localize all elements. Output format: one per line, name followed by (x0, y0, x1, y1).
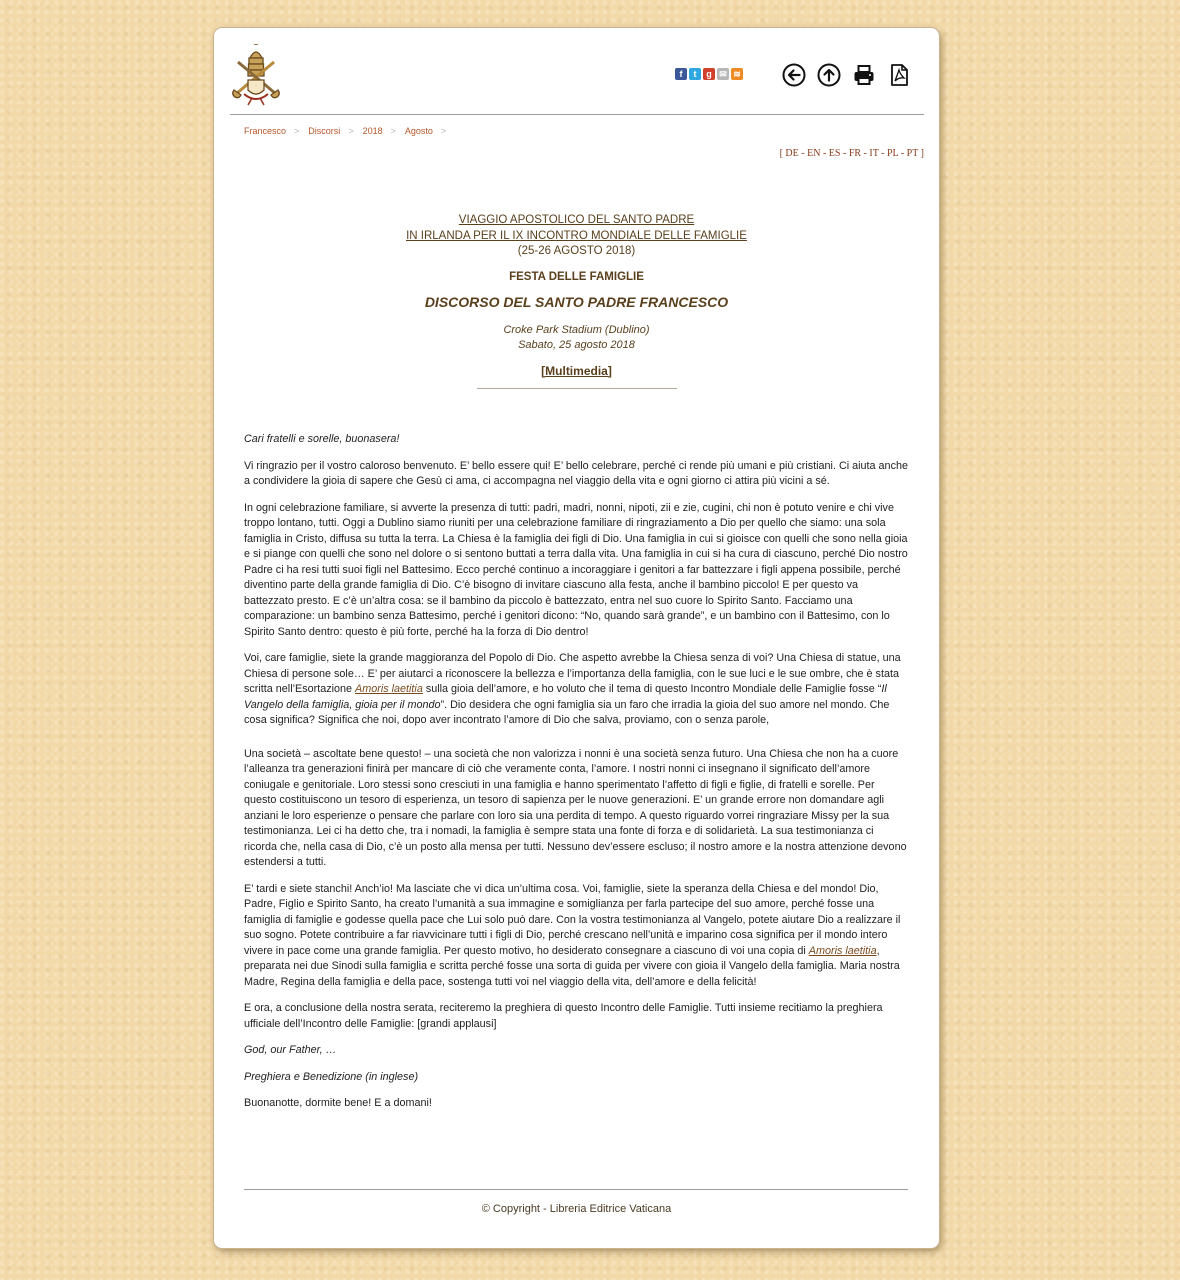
pdf-icon[interactable] (887, 63, 911, 87)
breadcrumb-item-francesco[interactable]: Francesco (244, 126, 287, 136)
language-es[interactable]: ES (828, 148, 841, 159)
paragraph-3 (244, 651, 909, 729)
breadcrumb-item-agosto[interactable]: Agosto (404, 126, 433, 136)
closing-line: Buonanotte, dormite bene! E a domani! (244, 1097, 432, 1109)
language-bracket-open: [ (779, 148, 783, 159)
twitter-icon[interactable]: t (689, 68, 701, 80)
copyright-notice: © Copyright - Libreria Editrice Vaticana (481, 1203, 672, 1215)
title-divider (477, 388, 677, 389)
paragraph-5-text: E’ tardi e siete stanchi! Anch’io! Ma lasciate che vi dica un’ultima cosa. Voi, famiglie, siete la speranza della Chiesa e del mondo! Dio, Padre, Figlio e Spirito Santo, ha creato l’umanità a sua immagine e somiglianza per farla partecipe del suo amore, perché fosse una famiglia di famiglie e godesse quella pace che Lui solo può dare. Con la vostra testimonianza al Vangelo, potete aiutare Dio a realizzare il suo sogno. Potete contribuire a far riavvicinare tutti i figli di Dio, perché crescano nell’unità e imparino cosa significa per il mondo intero vivere in pace come una grande famiglia. Per questo motivo, ho desiderato consegnare a ciascuno di voi una copia di (244, 882, 901, 957)
prayer-line: God, our Father, … (244, 1044, 337, 1056)
multimedia-link[interactable]: [Multimedia] (541, 363, 612, 378)
language-selector: [ DE - EN - ES - FR - IT - PL - PT ] (779, 148, 924, 159)
language-bracket-close: ] (920, 148, 924, 159)
language-de[interactable]: DE (785, 148, 799, 159)
speech-greeting: Cari fratelli e sorelle, buonasera! (244, 433, 400, 445)
breadcrumb-separator: > (390, 126, 396, 136)
multimedia-container (214, 364, 939, 378)
language-fr[interactable]: FR (848, 148, 862, 159)
back-icon[interactable] (782, 63, 806, 87)
language-pl[interactable]: PL (887, 148, 899, 159)
speech-body (244, 432, 909, 1123)
google-plus-icon[interactable]: g (703, 68, 715, 80)
language-it[interactable]: IT (869, 148, 879, 159)
title-block (214, 213, 939, 389)
language-en[interactable]: EN (807, 148, 821, 159)
page-title: DISCORSO DEL SANTO PADRE FRANCESCO (424, 293, 729, 310)
speech-venue: Croke Park Stadium (Dublino) (503, 323, 650, 336)
header (214, 28, 939, 118)
social-share-bar (675, 68, 743, 80)
breadcrumb-separator: > (440, 126, 447, 136)
paragraph-2: In ogni celebrazione familiare, si avverte la presenza di tutti: padri, madri, nonni, nipoti, zii e zie, cugini, chi non è potuto venire e chi vive troppo lontano, tutti. Oggi a Dublino siamo riuniti per una celebrazione familiare di ringraziamento a Dio per quello che siamo: una sola famiglia in Cristo, diffusa su tutta la terra. La Chiesa è la famiglia dei figli di Dio. Una famiglia in cui si gioisce con quelli che sono nella gioia e si piange con quelli che sono nel dolore o si sentono buttati a terra dalla vita. Una famiglia in cui si ha cura di ciascuno, perché Dio nostro Padre ci ha resi tutti suoi figli nel Battesimo. Ecco perché continuo a incoraggiare i genitori a far battezzare i figli appena possibile, perché diventino parte della grande famiglia di Dio. C’è bisogno di invitare ciascuno alla festa, anche il bambino piccolo! E per questo va battezzato presto. E c’è un’altra cosa: se il bambino da piccolo è battezzato, entra nel suo cuore lo Spirito Santo. Facciamo una comparazione: un bambino senza Battesimo, perché i genitori dicono: “No, quando sarà grande”, e un bambino con il Battesimo, con lo Spirito Santo dentro: questo è più forte, perché ha la forza di Dio dentro! (244, 501, 908, 638)
breadcrumb-separator: > (348, 126, 354, 136)
papal-coat-of-arms-logo[interactable] (230, 44, 282, 106)
paragraph-1: Vi ringrazio per il vostro caloroso benvenuto. E’ bello essere qui! E’ bello celebrare, perché ci rende più umani e più cristiani. Ci aiuta anche a condividere la gioia di sapere che Gesù ci ama, ci accompagna nel viaggio della vita e ogni giorno ci attira più vicini a sé. (244, 459, 908, 487)
trip-title-line-1[interactable]: VIAGGIO APOSTOLICO DEL SANTO PADRE (458, 214, 695, 226)
paragraph-3-text: ”. Dio desidera che ogni famiglia sia un faro che irradia la gioia del suo amore nel mondo. Che cosa significa? Significa che noi, dopo aver incontrato l’amore di Dio che salva, proviamo, con o senza parole, (244, 698, 890, 726)
paragraph-5 (244, 882, 909, 991)
breadcrumb-item-discorsi[interactable]: Discorsi (308, 126, 341, 136)
paragraph-5-text: , preparata nei due Sinodi sulla famiglia e scritta perché fosse una sorta di guida per vivere con gioia il Vangelo della famiglia. Maria nostra Madre, Regina della famiglia e della pace, sostenga tutti voi nel viaggio della vita, dell’amore e della felicità! (244, 944, 900, 988)
page-container (214, 28, 939, 1248)
rss-icon[interactable]: ≋ (731, 68, 743, 80)
paragraph-4: Una società – ascoltate bene questo! – una società che non valorizza i nonni è una società senza futuro. Una Chiesa che non ha a cuore l’alleanza tra generazioni finirà per mancare di ciò che veramente conta, l’amore. I nostri nonni ci insegnano il significato dell’amore coniugale e genitoriale. Loro stessi sono cresciuti in una famiglia e hanno sperimentato l’affetto di figli e figlie, di fratelli e sorelle. Per questo costituiscono un tesoro di esperienza, un tesoro di sapienza per le nuove generazioni. E’ un grande errore non domandare agli anziani le loro esperienze o pensare che parlare con loro sia una perdita di tempo. A questo riguardo vorrei ringraziare Missy per la sua testimonianza. Lei ci ha detto che, tra i nomadi, la famiglia è sempre stata una fonte di forza e di solidarietà. La sua testimonianza ci ricorda che, nella casa di Dio, c’è un posto alla mensa per tutti. Nessuno dev’essere escluso; il nostro amore e la nostra attenzione devono estendersi a tutti. (244, 747, 907, 868)
top-icon[interactable] (817, 63, 841, 87)
paragraph-3-text: sulla gioia dell’amore, e ho voluto che il tema di questo Incontro Mondiale delle Famiglie fosse “ (422, 683, 882, 695)
paragraph-6: E ora, a conclusione della nostra serata, reciteremo la preghiera di questo Incontro delle Famiglie. Tutti insieme recitiamo la preghiera ufficiale dell’Incontro delle Famiglie: [grandi applausi] (244, 1002, 883, 1030)
facebook-icon[interactable]: f (675, 68, 687, 80)
paragraph-3-text: Voi, care famiglie, siete la grande maggioranza del Popolo di Dio. Che aspetto avrebbe la Chiesa senza di voi? Una Chiesa di statue, una Chiesa di persone sole… E’ per aiutarci a riconoscere la bellezza e l’importanza della famiglia, con le sue luci e le sue ombre, che è stata scritta nell’Esortazione (244, 652, 901, 695)
speech-date: Sabato, 25 agosto 2018 (518, 339, 635, 351)
trip-dates: (25-26 AGOSTO 2018) (517, 245, 636, 257)
trip-title-line-2[interactable]: IN IRLANDA PER IL IX INCONTRO MONDIALE DELLE FAMIGLIE (406, 229, 747, 242)
blessing-note: Preghiera e Benedizione (in inglese) (244, 1070, 419, 1083)
header-divider (230, 114, 924, 115)
language-pt[interactable]: PT (906, 148, 919, 159)
breadcrumb-separator: > (294, 126, 300, 136)
speech-location (214, 323, 939, 354)
toolbar (782, 63, 911, 87)
footer-divider (244, 1189, 908, 1190)
breadcrumb (244, 126, 455, 136)
event-title: FESTA DELLE FAMIGLIE (509, 270, 644, 283)
print-icon[interactable] (852, 63, 876, 87)
email-icon[interactable]: ✉ (717, 68, 729, 80)
amoris-laetitia-link[interactable]: Amoris laetitia (355, 683, 423, 695)
breadcrumb-item-2018[interactable]: 2018 (362, 126, 383, 136)
paragraph-3-italic: Il Vangelo della famiglia, gioia per il mondo (244, 683, 887, 711)
amoris-laetitia-link[interactable]: Amoris laetitia (808, 944, 877, 957)
